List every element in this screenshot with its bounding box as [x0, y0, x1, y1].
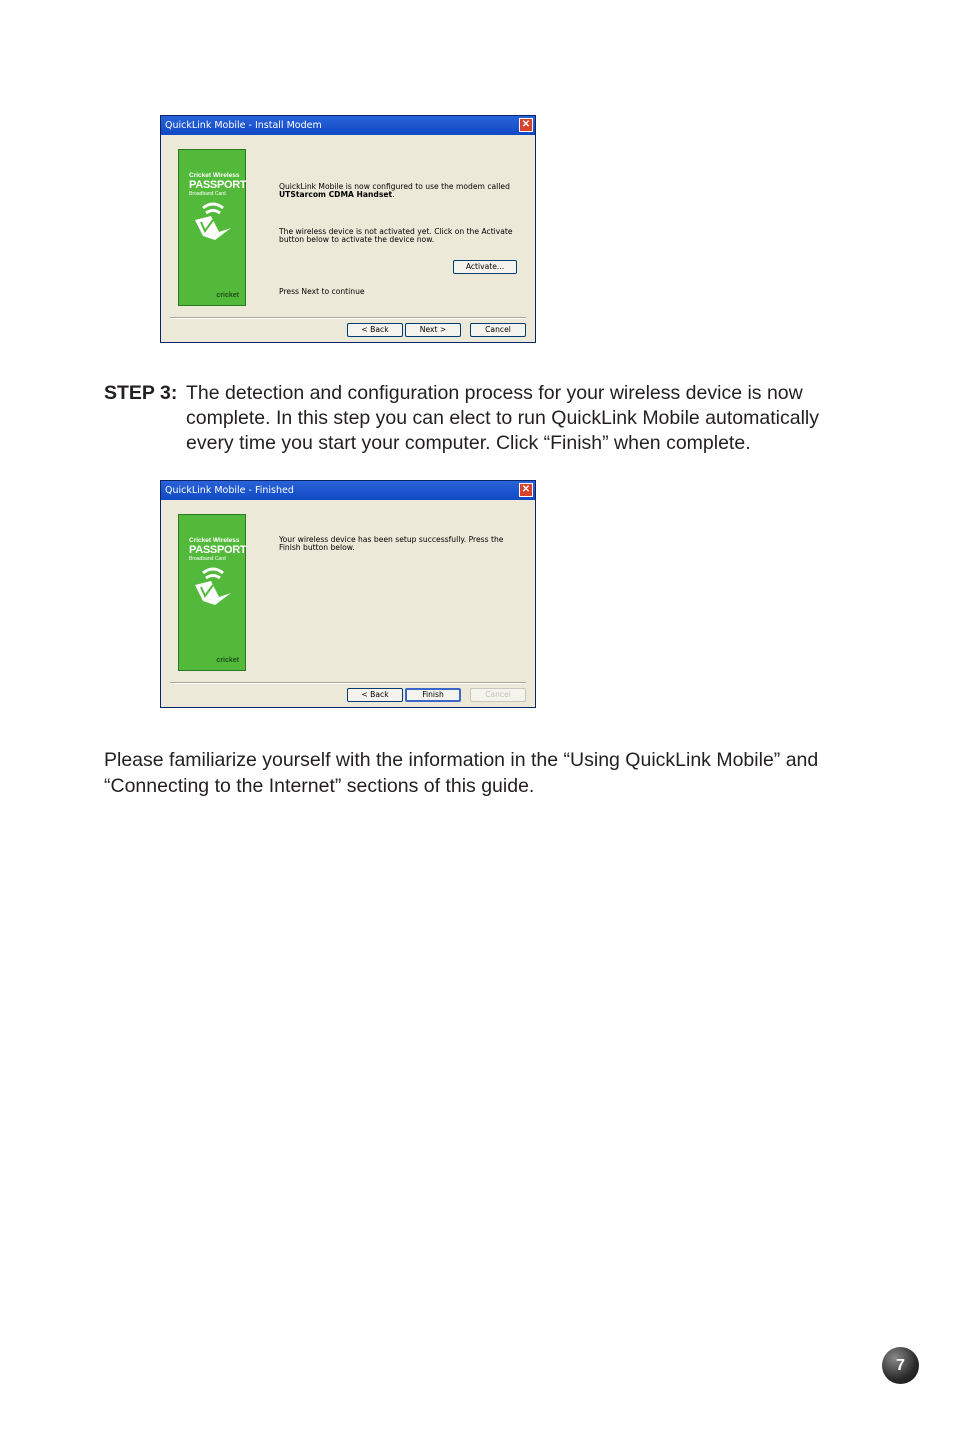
close-button[interactable]: ✕	[519, 483, 533, 497]
page-number: 7	[882, 1347, 919, 1384]
finish-button[interactable]: Finish	[405, 688, 461, 702]
closing-text-line1: Please familiarize yourself with the information in the “Using QuickLink Mobile” and	[104, 749, 819, 771]
separator	[170, 682, 526, 684]
back-button[interactable]: < Back	[347, 688, 403, 702]
success-message: Your wireless device has been setup successfully. Press the Finish button below.	[279, 535, 504, 552]
dialog-titlebar: QuickLink Mobile - Install Modem	[161, 116, 535, 135]
cricket-logo: cricket	[216, 292, 239, 299]
continue-message: Press Next to continue	[279, 287, 365, 296]
closing-text-line2: “Connecting to the Internet” sections of this guide.	[104, 775, 535, 797]
configured-message-end: .	[392, 190, 395, 199]
laptop-wireless-icon	[189, 198, 237, 246]
modem-name: UTStarcom CDMA Handset	[279, 190, 393, 199]
step3-text-line2: complete. In this step you can elect to run QuickLink Mobile automatically	[186, 407, 819, 429]
step3-text-line3: every time you start your computer. Click “Finish” when complete.	[186, 432, 751, 454]
card-brand-line3: Broadband Card	[189, 191, 226, 197]
install-modem-dialog	[160, 115, 536, 343]
finished-dialog	[160, 480, 536, 708]
card-brand-line1: Cricket Wireless	[189, 172, 240, 179]
card-brand-line3: Broadband Card	[189, 556, 226, 562]
cancel-button: Cancel	[470, 688, 526, 702]
dialog-titlebar: QuickLink Mobile - Finished	[161, 481, 535, 500]
separator	[170, 317, 526, 319]
step3-text-line1: The detection and configuration process for your wireless device is now	[186, 382, 803, 404]
activation-message: The wireless device is not activated yet. Click on the Activate button below to activate the device now.	[279, 227, 513, 244]
card-brand-line2: PASSPORT	[189, 179, 247, 191]
activate-button[interactable]: Activate...	[453, 260, 517, 274]
next-button[interactable]: Next >	[405, 323, 461, 337]
cancel-button[interactable]: Cancel	[470, 323, 526, 337]
cricket-logo: cricket	[216, 657, 239, 664]
step3-label: STEP 3:	[104, 382, 178, 404]
configured-message	[279, 183, 519, 199]
card-brand-line2: PASSPORT	[189, 544, 247, 556]
configured-message-text: QuickLink Mobile is now configured to use the modem called	[279, 182, 510, 191]
laptop-wireless-icon	[189, 563, 237, 611]
back-button[interactable]: < Back	[347, 323, 403, 337]
passport-card-image	[178, 149, 246, 306]
close-button[interactable]: ✕	[519, 118, 533, 132]
passport-card-image	[178, 514, 246, 671]
card-brand-line1: Cricket Wireless	[189, 537, 240, 544]
